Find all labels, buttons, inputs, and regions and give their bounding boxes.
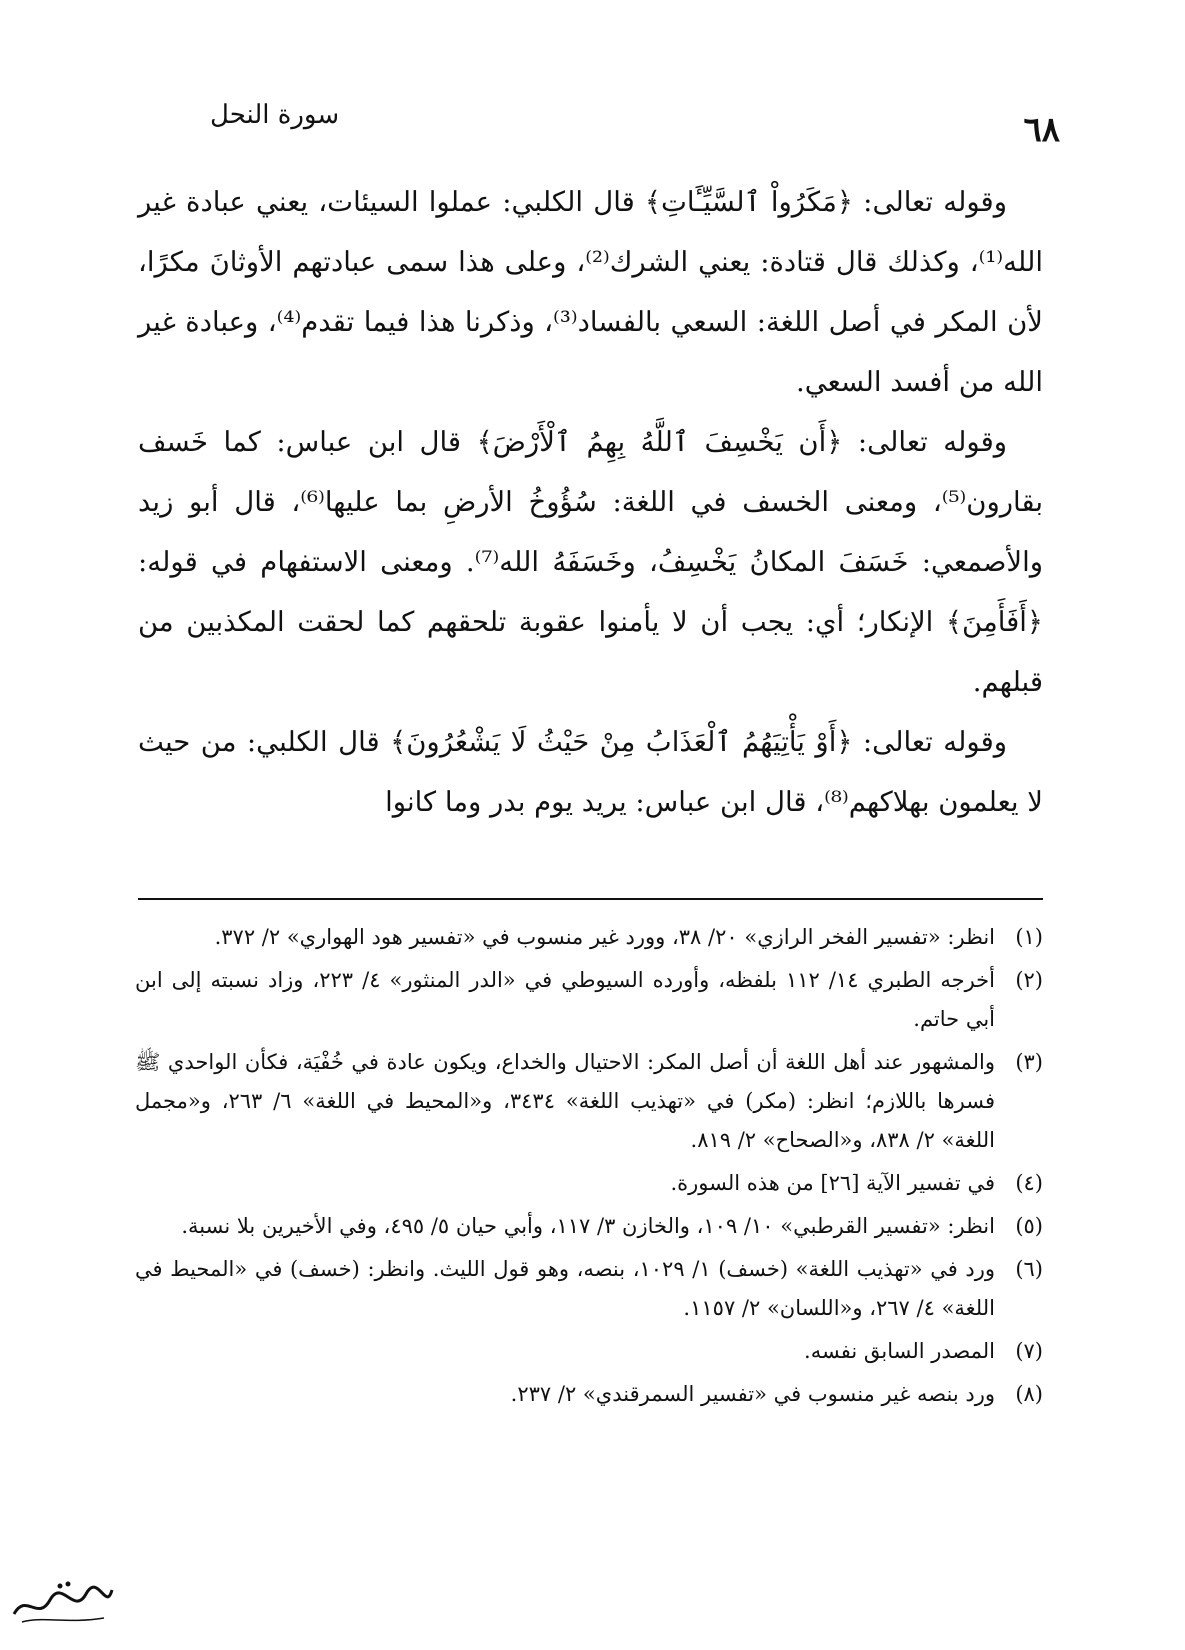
page-number: ٦٨ <box>1023 110 1060 150</box>
footnote-number: (١) <box>1015 925 1043 949</box>
footnote-number: (٥) <box>1015 1214 1043 1238</box>
footnote-divider <box>138 898 1043 900</box>
footnote <box>135 961 1043 1039</box>
footnote-text: انظر: «تفسير القرطبي» ١٠/ ١٠٩، والخازن ٣/ ١١٧، وأبي حيان ٥/ ٤٩٥، وفي الأخيرين بلا نسبة. <box>181 1214 995 1238</box>
footnote-text: والمشهور عند أهل اللغة أن أصل المكر: الاحتيال والخداع، ويكون عادة في خُفْيَة، فكأن الواحدي ﷺ فسرها باللازم؛ انظر: (مكر) في «تهذيب اللغة» ٣٤٣٤، و«المحيط في اللغة» ٦/ ٢٦٣، و«مجمل اللغة» ٢/ ٨٣٨، و«الصحاح» ٢/ ٨١٩. <box>135 1050 995 1152</box>
footnote <box>135 1250 1043 1328</box>
footnote <box>135 1207 1043 1246</box>
footnote-number: (٨) <box>1015 1382 1043 1406</box>
surah-title: سورة النحل <box>210 100 340 130</box>
footnote-text: المصدر السابق نفسه. <box>804 1339 995 1363</box>
footnote <box>135 1043 1043 1160</box>
page-header <box>130 92 1060 152</box>
footnote-number: (٧) <box>1015 1339 1043 1363</box>
footnote-number: (٤) <box>1015 1171 1043 1195</box>
footnote-number: (٢) <box>1015 968 1043 992</box>
footnote <box>135 918 1043 957</box>
footnote-number: (٣) <box>1015 1050 1043 1074</box>
main-text <box>138 172 1043 832</box>
paragraph: وقوله تعالى: ﴿أَن يَخْسِفَ ٱللَّهُ بِهِمُ ٱلْأَرْضَ﴾ قال ابن عباس: كما خَسف بقارون⁽⁵⁾، ومعنى الخسف في اللغة: سُؤُوخُ الأرضِ بما عليها⁽⁶⁾، قال أبو زيد والأصمعي: خَسَفَ المكانُ يَخْسِفُ، وخَسَفَهُ الله⁽⁷⁾. ومعنى الاستفهام في قوله: ﴿أَفَأَمِنَ﴾ الإنكار؛ أي: يجب أن لا يأمنوا عقوبة تلحقهم كما لحقت المكذبين من قبلهم. <box>138 426 1044 698</box>
footnote-text: في تفسير الآية [٢٦] من هذه السورة. <box>670 1171 995 1195</box>
footnote <box>135 1332 1043 1371</box>
footnote-text: أخرجه الطبري ١٤/ ١١٢ بلفظه، وأورده السيوطي في «الدر المنثور» ٤/ ٢٢٣، وزاد نسبته إلى ابن أبي حاتم. <box>135 968 995 1031</box>
publisher-logo-icon <box>8 1572 118 1632</box>
footnote <box>135 1375 1043 1414</box>
footnote-text: ورد بنصه غير منسوب في «تفسير السمرقندي» ٢/ ٢٣٧. <box>510 1382 995 1406</box>
footnote-text: ورد في «تهذيب اللغة» (خسف) ١/ ١٠٢٩، بنصه، وهو قول الليث. وانظر: (خسف) في «المحيط في اللغة» ٤/ ٢٦٧، و«اللسان» ٢/ ١١٥٧. <box>135 1257 995 1320</box>
footnote <box>135 1164 1043 1203</box>
footnote-number: (٦) <box>1015 1257 1043 1281</box>
paragraph: وقوله تعالى: ﴿أَوْ يَأْتِيَهُمُ ٱلْعَذَابُ مِنْ حَيْثُ لَا يَشْعُرُونَ﴾ قال الكلبي: من حيث لا يعلمون بهلاكهم⁽⁸⁾، قال ابن عباس: يريد يوم بدر وما كانوا <box>138 726 1043 818</box>
paragraph: وقوله تعالى: ﴿مَكَرُواْ ٱلسَّيِّـَٔاتِ﴾ قال الكلبي: عملوا السيئات، يعني عبادة غير الله⁽¹⁾، وكذلك قال قتادة: يعني الشرك⁽²⁾، وعلى هذا سمى عبادتهم الأوثانَ مكرًا، لأن المكر في أصل اللغة: السعي بالفساد⁽³⁾، وذكرنا هذا فيما تقدم⁽⁴⁾، وعبادة غير الله من أفسد السعي. <box>138 186 1043 398</box>
footnote-text: انظر: «تفسير الفخر الرازي» ٢٠/ ٣٨، وورد غير منسوب في «تفسير هود الهواري» ٢/ ٣٧٢. <box>214 925 995 949</box>
footnotes <box>135 918 1043 1418</box>
